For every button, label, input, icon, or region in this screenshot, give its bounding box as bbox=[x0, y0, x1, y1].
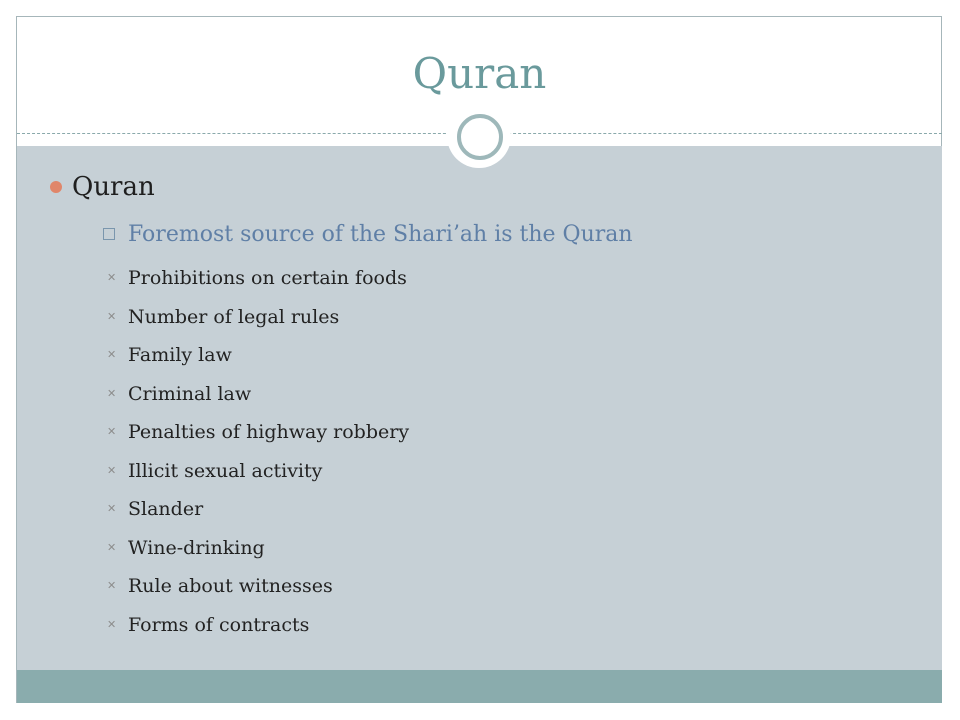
x-bullet-icon: ✕ bbox=[107, 309, 117, 323]
x-bullet-icon: ✕ bbox=[107, 425, 117, 438]
list-item-text: Wine-drinking bbox=[128, 536, 265, 559]
list-item bbox=[48, 259, 928, 298]
bullet-list bbox=[48, 165, 928, 644]
circle-bullet-icon bbox=[50, 181, 62, 193]
list-item-text: Criminal law bbox=[128, 382, 252, 405]
list-item bbox=[48, 336, 928, 375]
ring-ornament-icon bbox=[457, 114, 503, 160]
footer-band bbox=[17, 670, 942, 703]
x-bullet-icon: ✕ bbox=[107, 386, 117, 400]
list-item-text: Penalties of highway robbery bbox=[128, 421, 410, 443]
list-item bbox=[48, 413, 928, 452]
slide-title: Quran bbox=[412, 49, 547, 98]
x-bullet-icon: ✕ bbox=[107, 502, 117, 515]
list-item bbox=[48, 452, 928, 491]
list-item bbox=[48, 298, 928, 337]
list-item bbox=[48, 529, 928, 568]
x-bullet-icon: ✕ bbox=[107, 579, 117, 592]
list-item-text: Prohibitions on certain foods bbox=[128, 267, 407, 289]
bullet-level1 bbox=[48, 165, 928, 209]
x-bullet-icon: ✕ bbox=[107, 617, 117, 631]
x-bullet-icon: ✕ bbox=[107, 271, 117, 284]
x-bullet-icon: ✕ bbox=[107, 540, 117, 554]
x-bullet-icon: ✕ bbox=[107, 348, 117, 361]
list-item-text: Family law bbox=[128, 344, 232, 366]
list-item bbox=[48, 567, 928, 606]
bullet-level3-list bbox=[48, 259, 928, 644]
bullet-level1-text: Quran bbox=[72, 172, 155, 202]
list-item bbox=[48, 606, 928, 645]
x-bullet-icon: ✕ bbox=[107, 463, 117, 477]
list-item-text: Number of legal rules bbox=[128, 305, 340, 328]
list-item-text: Rule about witnesses bbox=[128, 575, 333, 597]
hollow-square-bullet-icon bbox=[103, 228, 115, 240]
list-item bbox=[48, 375, 928, 414]
list-item-text: Slander bbox=[128, 498, 204, 520]
list-item bbox=[48, 490, 928, 529]
bullet-level2-text: Foremost source of the Shari’ah is the Quran bbox=[128, 222, 633, 247]
bullet-level2 bbox=[48, 213, 928, 257]
list-item-text: Illicit sexual activity bbox=[128, 459, 323, 482]
list-item-text: Forms of contracts bbox=[128, 613, 310, 636]
